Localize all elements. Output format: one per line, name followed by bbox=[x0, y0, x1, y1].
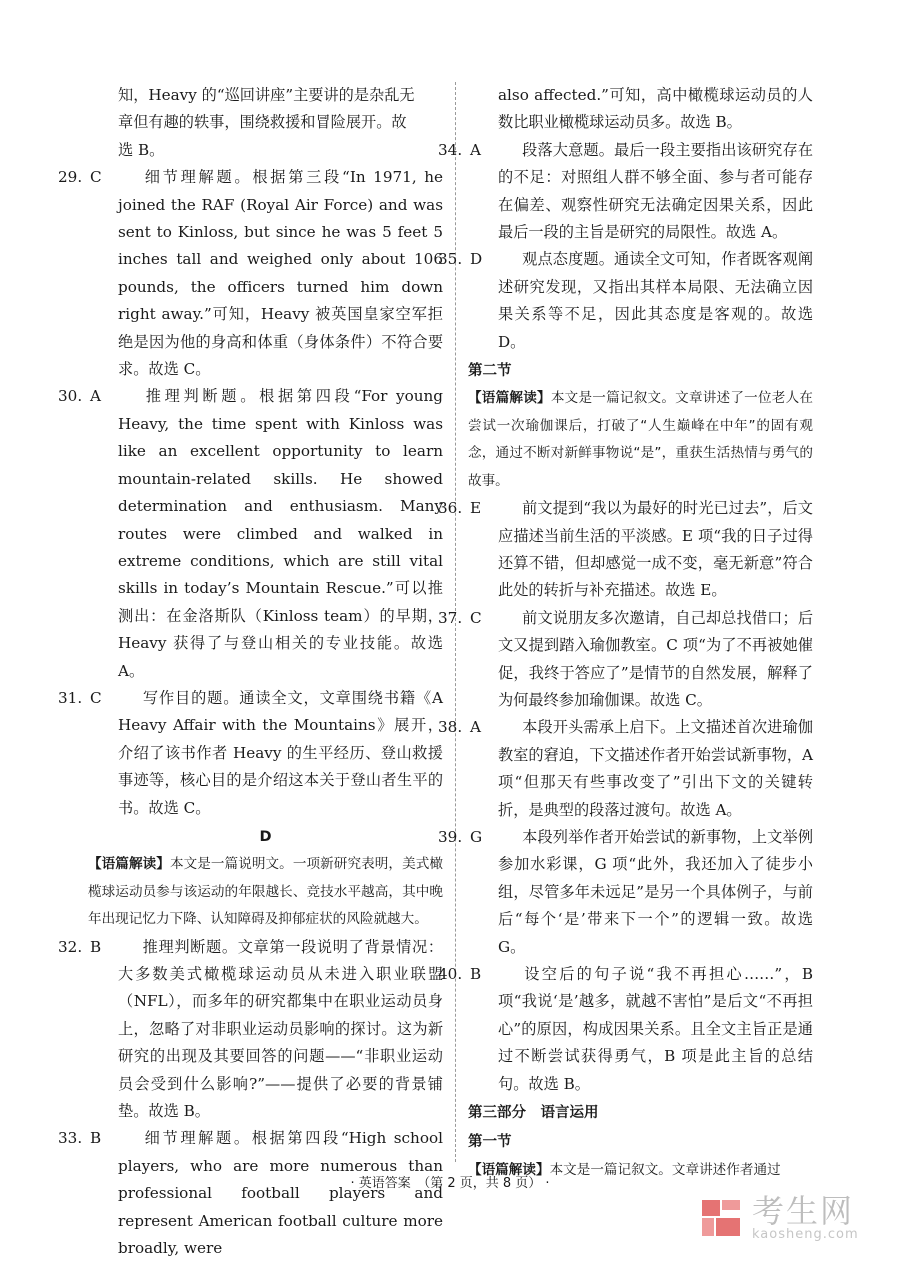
answer-explanation: 本段列举作者开始尝试的新事物，上文举例参加水彩课，G 项“此外，我还加入了徒步小组，尽管多年未远足”是另一个具体例子，与前后“每个‘是’带来下一个”的逻辑一致。故选 G。 bbox=[498, 827, 813, 956]
answer-explanation: 段落大意题。最后一段主要指出该研究存在的不足：对照组人群不够全面、参与者可能存在偏差、观察性研究无法确定因果关系，因此最后一段的主旨是研究的局限性。故选 A。 bbox=[498, 140, 813, 242]
answer-explanation: 推理判断题。根据第四段“For young Heavy, the time spent with Kinloss was like an excellent opportunity to learn mountain-related skills. He showed determination and enthusiasm. Many routes were climbed and walked in extreme conditions, which are still vital skills in today’s Mountain Rescue.”可以推测出：在金洛斯队（Kinloss team）的早期，Heavy 获得了与登山相关的专业技能。故选 A。 bbox=[118, 387, 443, 680]
kaosheng-logo-icon bbox=[700, 1196, 744, 1240]
question-number: 40. bbox=[438, 965, 463, 983]
answer-letter: C bbox=[90, 688, 102, 707]
answer-explanation: 本段开头需承上启下。上文描述首次进瑜伽教室的窘迫，下文描述作者开始尝试新事物，A 项“但那天有些事改变了”引出下文的关键转折，是典型的段落过渡句。故选 A。 bbox=[498, 718, 813, 819]
answer-36 bbox=[438, 495, 813, 605]
answer-explanation: 细节理解题。根据第四段“High school players, who are more numerous than professional football players and represent American football culture more broadly, were bbox=[118, 1129, 443, 1258]
analysis-label: 【语篇解读】 bbox=[468, 390, 551, 407]
answer-explanation: 写作目的题。通读全文，文章围绕书籍《A Heavy Affair with the Mountains》展开，介绍了该书作者 Heavy 的生平经历、登山救援事迹等，核心目的是介绍这本关于登山者生平的书。故选 C。 bbox=[118, 688, 443, 817]
answer-explanation: 前文说朋友多次邀请，自己却总找借口；后文又提到踏入瑜伽教室。C 项“为了不再被她催促，我终于答应了”是情节的自然发展，解释了为何最终参加瑜伽课。故选 C。 bbox=[498, 608, 813, 709]
section-1-heading: 第一节 bbox=[468, 1134, 512, 1151]
question-number: 30. bbox=[58, 387, 83, 406]
question-number: 34. bbox=[438, 140, 463, 159]
answer-letter: A bbox=[470, 718, 481, 737]
watermark-logo bbox=[700, 1188, 895, 1248]
analysis-text: 本文是一篇记叙文。文章讲述了一位老人在尝试一次瑜伽课后，打破了“人生巅峰在中年”的固有观念，通过不断对新鲜事物说“是”，重获生活热情与勇气的故事。 bbox=[468, 390, 814, 489]
question-number: 39. bbox=[438, 827, 463, 846]
answer-37 bbox=[438, 605, 813, 715]
question-number: 31. bbox=[58, 688, 83, 707]
answer-letter: A bbox=[470, 140, 481, 159]
analysis-text: 本文是一篇记叙文。文章讲述作者通过 bbox=[549, 1161, 781, 1178]
section-d-heading: D bbox=[259, 828, 272, 845]
answer-30 bbox=[58, 383, 443, 684]
answer-letter: D bbox=[470, 250, 483, 269]
answer-letter: B bbox=[470, 965, 482, 983]
question-number: 38. bbox=[438, 718, 463, 737]
part-3-heading: 第三部分 语言运用 bbox=[468, 1105, 599, 1122]
passage-analysis-section2 bbox=[468, 385, 813, 495]
question-number: 32. bbox=[58, 937, 83, 956]
answer-explanation: 观点态度题。通读全文可知，作者既客观阐述研究发现，又指出其样本局限、无法确立因果关系等不足，因此其态度是客观的。故选 D。 bbox=[498, 250, 813, 351]
analysis-label: 【语篇解读】 bbox=[468, 1161, 550, 1178]
question-number: 33. bbox=[58, 1129, 83, 1148]
answer-32 bbox=[58, 934, 443, 1126]
analysis-text: 本文是一篇说明文。一项新研究表明，美式橄榄球运动员参与该运动的年限越长、竞技水平越高，其中晚年出现记忆力下降、认知障碍及抑郁症状的风险就越大。 bbox=[88, 856, 443, 928]
answer-40 bbox=[438, 961, 813, 1098]
answer-letter: G bbox=[470, 827, 483, 846]
answer-explanation: 推理判断题。文章第一段说明了背景情况：大多数美式橄榄球运动员从未进入职业联盟（NFL），而多年的研究都集中在职业运动员身上，忽略了对非职业运动员影响的探讨。这为新研究的出现及其要回答的问题——“非职业运动员会受到什么影响?”——提供了必要的背景铺垫。故选 B。 bbox=[118, 937, 443, 1121]
answer-explanation: 前文提到“我以为最好的时光已过去”，后文应描述当前生活的平淡感。E 项“我的日子过得还算不错，但却感觉一成不变，毫无新意”符合此处的转折与补充描述。故选 E。 bbox=[498, 499, 813, 600]
question-number: 36. bbox=[438, 499, 463, 518]
answer-letter: C bbox=[90, 168, 102, 187]
answer-38 bbox=[438, 714, 813, 824]
intro-line-1: 知，Heavy 的“巡回讲座”主要讲的是杂乱无 bbox=[118, 86, 415, 104]
answer-39 bbox=[438, 824, 813, 961]
intro-line-2: 章但有趣的轶事，围绕救援和冒险展开。故 bbox=[118, 113, 407, 132]
intro-line-3: 选 B。 bbox=[118, 140, 165, 159]
analysis-label: 【语篇解读】 bbox=[88, 856, 170, 873]
watermark-english: kaosheng.com bbox=[752, 1227, 859, 1242]
right-column bbox=[438, 82, 814, 1184]
section-2-heading: 第二节 bbox=[468, 363, 512, 380]
answer-29 bbox=[58, 164, 443, 383]
answer-34 bbox=[438, 137, 813, 247]
answer-31 bbox=[58, 685, 443, 822]
answer-35 bbox=[438, 246, 813, 356]
answer-33 bbox=[58, 1125, 443, 1262]
answer-letter: B bbox=[90, 937, 102, 956]
answer-explanation: 细节理解题。根据第三段“In 1971, he joined the RAF (Royal Air Force) and was sent to Kinloss, but since he was 5 feet 5 inches tall and weighed only about 106 pounds, the officers turned him down right away.”可知，Heavy 被英国皇家空军拒绝是因为他的身高和体重（身体条件）不符合要求。故选 C。 bbox=[118, 168, 443, 379]
answer-letter: B bbox=[90, 1129, 102, 1148]
question-number: 29. bbox=[58, 168, 83, 187]
answer-letter: A bbox=[90, 387, 101, 406]
page-footer: · 英语答案 （第 2 页，共 8 页） · bbox=[350, 1176, 550, 1191]
answer-33-continued: also affected.”可知，高中橄榄球运动员的人数比职业橄榄球运动员多。故选 B。 bbox=[498, 86, 813, 132]
question-number: 37. bbox=[438, 608, 463, 627]
left-column bbox=[58, 82, 443, 1262]
passage-analysis-d bbox=[88, 851, 443, 933]
answer-explanation: 设空后的句子说“我不再担心……”，B 项“我说‘是’越多，就越不害怕”是后文“不再担心”的原因，构成因果关系。且全文主旨正是通过不断尝试获得勇气，B 项是此主旨的总结句。故选 B。 bbox=[498, 965, 813, 1093]
watermark-chinese: 考生网 bbox=[752, 1192, 855, 1230]
question-number: 35. bbox=[438, 250, 463, 269]
answer-letter: C bbox=[470, 608, 482, 627]
answer-letter: E bbox=[470, 499, 482, 518]
